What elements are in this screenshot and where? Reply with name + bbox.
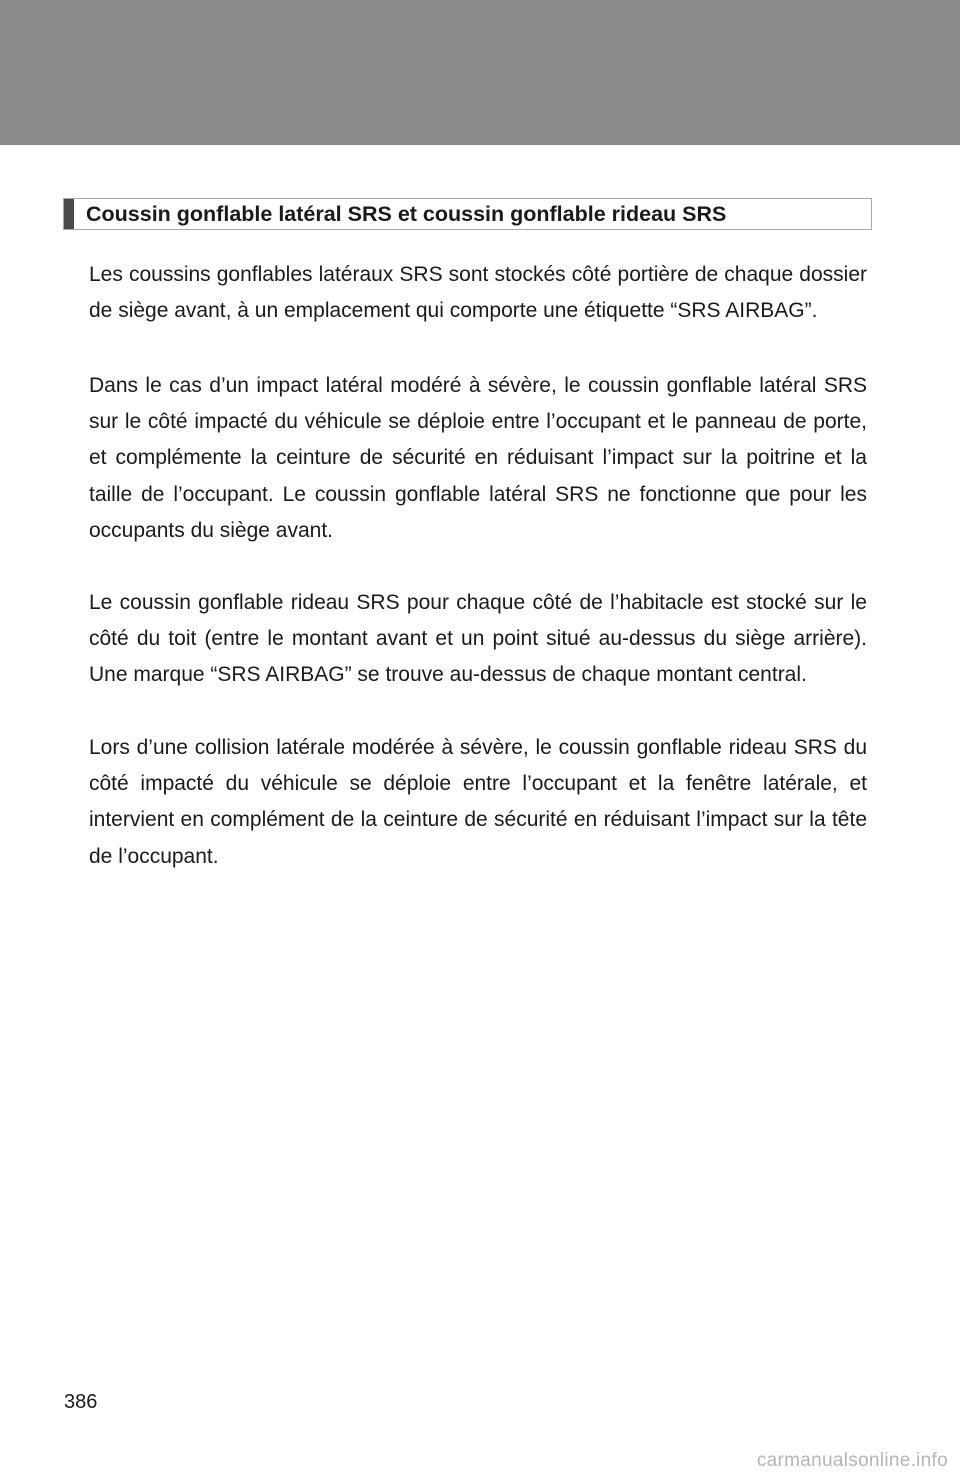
paragraph-curtain-airbag-location: Le coussin gonflable rideau SRS pour chaque côté de l’habitacle est stocké sur le côté du toit (entre le montant avant et un point situé au-dessus du siège arrière). Une marque “SRS AIRBAG” se trouve au-dessus de chaque montant central. xyxy=(89,591,867,687)
heading-accent-bar xyxy=(64,199,74,229)
section-title: Coussin gonflable latéral SRS et coussin gonflable rideau SRS xyxy=(86,202,727,226)
section-heading xyxy=(63,198,872,230)
page-number: 386 xyxy=(64,1391,98,1413)
paragraph-curtain-airbag-deployment: Lors d’une collision latérale modérée à sévère, le coussin gonflable rideau SRS du côté impacté du véhicule se déploie entre l’occupant et la fenêtre latérale, et intervient en complément de la ceinture de sécurité en réduisant l’impact sur la tête de l’occupant. xyxy=(89,736,867,868)
paragraph-side-airbag-deployment: Dans le cas d’un impact latéral modéré à sévère, le coussin gonflable latéral SRS sur le côté impacté du véhicule se déploie entre l’occupant et le panneau de porte, et complémente la ceinture de sécurité en réduisant l’impact sur la poitrine et la taille de l’occupant. Le coussin gonflable latéral SRS ne fonctionne que pour les occupants du siège avant. xyxy=(89,374,867,542)
header-band xyxy=(0,0,960,145)
paragraph-side-airbag-location: Les coussins gonflables latéraux SRS sont stockés côté portière de chaque dossier de siège avant, à un emplacement qui comporte une étiquette “SRS AIRBAG”. xyxy=(89,263,867,323)
watermark: carmanualsonline.info xyxy=(756,1450,948,1471)
